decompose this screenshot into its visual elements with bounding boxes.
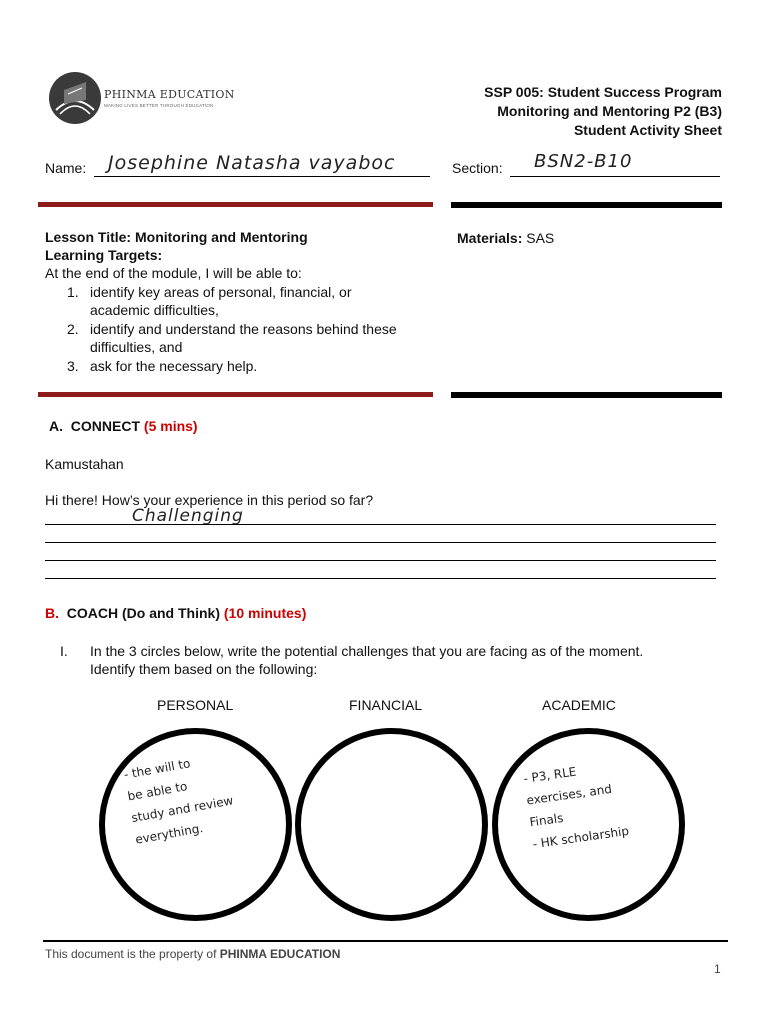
materials-label: Materials: <box>457 230 523 246</box>
question: Hi there! How’s your experience in this period so far? <box>45 492 374 508</box>
name-label: Name: <box>45 160 87 176</box>
footer-prefix: This document is the property of <box>45 947 217 961</box>
section-b-title: COACH (Do and Think) <box>66 605 220 621</box>
footer-text <box>45 947 340 961</box>
section-field[interactable]: BSN2-B10 <box>534 151 633 172</box>
target-1-line2: academic difficulties, <box>90 302 219 318</box>
target-2-line2: difficulties, and <box>90 339 183 355</box>
instruction-line2: Identify them based on the following: <box>90 661 318 677</box>
logo-emblem-icon <box>48 70 102 126</box>
section-a-letter: A. <box>49 418 63 434</box>
learning-targets-label: Learning Targets: <box>45 247 163 263</box>
section-underline <box>510 176 720 177</box>
footer-owner: PHINMA EDUCATION <box>219 947 341 961</box>
section-b-time: (10 minutes) <box>223 605 307 621</box>
header-module: Monitoring and Mentoring P2 (B3) <box>497 103 722 119</box>
answer-text[interactable]: Challenging <box>132 506 244 526</box>
academic-answer[interactable]: - P3, RLE exercises, and Finals - HK scholarship <box>522 764 630 852</box>
instruction-roman: I. <box>60 643 68 659</box>
circle-label-personal: PERSONAL <box>157 697 234 713</box>
circle-label-academic: ACADEMIC <box>542 697 616 713</box>
rule-red-bottom <box>38 392 433 397</box>
target-1-line1: identify key areas of personal, financial, or <box>90 284 352 300</box>
circle-label-financial: FINANCIAL <box>349 697 423 713</box>
rule-red-top <box>38 202 433 207</box>
instruction-line1: In the 3 circles below, write the potential challenges that you are facing as of the moment. <box>90 643 644 659</box>
rule-black-top <box>451 202 722 208</box>
answer-line-1[interactable] <box>45 524 716 525</box>
name-field[interactable]: Josephine Natasha vayaboc <box>108 152 396 174</box>
target-2-line1: identify and understand the reasons behind these <box>90 321 397 337</box>
logo-tagline: MAKING LIVES BETTER THROUGH EDUCATION <box>104 103 214 108</box>
answer-line-2[interactable] <box>45 542 716 543</box>
logo-name: PHINMA EDUCATION <box>104 88 235 101</box>
section-a-time: (5 mins) <box>143 418 198 434</box>
learning-intro: At the end of the module, I will be able to: <box>45 265 302 281</box>
section-a-heading <box>49 417 198 436</box>
rule-black-bottom <box>451 392 722 398</box>
header-sheet-type: Student Activity Sheet <box>573 122 722 138</box>
target-3-num: 3. <box>67 358 79 374</box>
section-b-letter: B. <box>45 605 59 621</box>
section-b-heading <box>45 604 306 623</box>
answer-line-4[interactable] <box>45 578 716 579</box>
target-2-num: 2. <box>67 321 79 337</box>
target-1-num: 1. <box>67 284 79 300</box>
section-label: Section: <box>452 160 503 176</box>
answer-line-3[interactable] <box>45 560 716 561</box>
materials <box>457 229 554 248</box>
name-underline <box>94 176 430 177</box>
lesson-title: Lesson Title: Monitoring and Mentoring <box>45 229 308 245</box>
section-a-title: CONNECT <box>70 418 141 434</box>
materials-value: SAS <box>526 230 555 246</box>
footer-rule <box>43 940 728 942</box>
header-course: SSP 005: Student Success Program <box>484 84 722 100</box>
greeting: Kamustahan <box>45 456 124 472</box>
page-number: 1 <box>714 962 721 976</box>
target-3-line1: ask for the necessary help. <box>90 358 258 374</box>
personal-answer[interactable]: - the will to be able to study and review everything. <box>122 756 235 847</box>
circle-financial[interactable] <box>295 728 488 921</box>
